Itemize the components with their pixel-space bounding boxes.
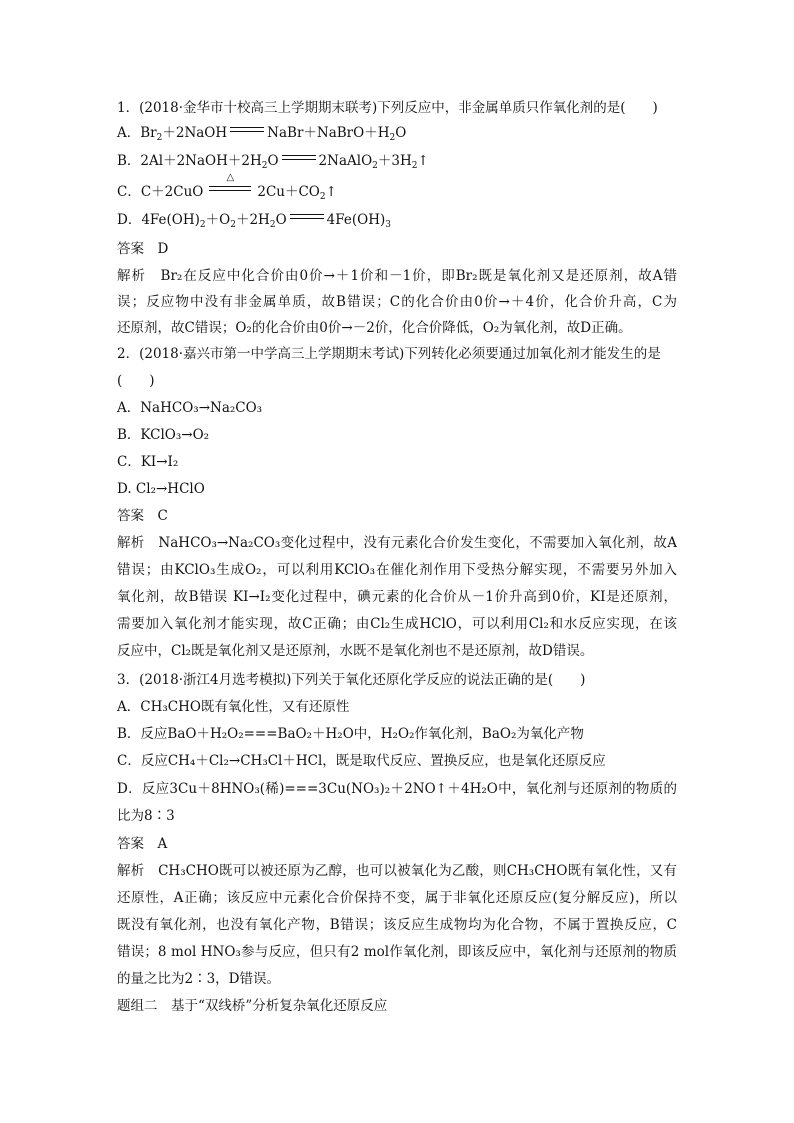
q1-option-d: D．$4Fe(OH)_2+O_2+2H_2O$ $4Fe(OH)_3$ — [117, 212, 391, 230]
q1-analysis-line: 还原剂，故C错误；O₂的化合价由0价→－2价，化合价降低，O₂为氧化剂，故D正确。 — [117, 320, 632, 336]
q1-option-c: C．C＋2CuO △ $2Cu+CO_2↑$ — [117, 172, 337, 202]
q3-analysis-line: 既没有氧化剂，也没有氧化产物，B错误；该反应生成物均为化合物，不属于置换反应，C — [117, 917, 677, 933]
q3-option-d-cont: 比为8∶3 — [117, 808, 175, 824]
q1-analysis-line: 误；反应物中没有非金属单质，故B错误；C的化合价由0价→＋4价，化合价升高，C为 — [117, 294, 677, 310]
q3-analysis-line: 的量之比为2∶3，D错误。 — [117, 971, 281, 987]
q2-option-a: A．NaHCO₃→Na₂CO₃ — [117, 400, 263, 416]
q2-option-b: B．KClO₃→O₂ — [117, 427, 210, 443]
q2-analysis-line: 需要加入氧化剂才能实现，故C正确；由Cl₂生成HClO，可以利用Cl₂和水反应实现，在该 — [117, 616, 677, 632]
q3-option-c: C．反应CH₄＋Cl₂→CH₃Cl＋HCl，既是取代反应、置换反应，也是氧化还原反应 — [117, 753, 606, 769]
section-title: 题组二 基于“双线桥”分析复杂氧化还原反应 — [117, 998, 388, 1014]
q3-analysis-line: 错误；8 mol HNO₃参与反应，但只有2 mol作氧化剂，即该反应中，氧化剂与还原剂的物质 — [117, 944, 677, 960]
q2-option-d: D. Cl₂→HClO — [117, 481, 205, 497]
q1-analysis-line: 解析 Br₂在反应中化合价由0价→＋1价和－1价，即Br₂既是氧化剂又是还原剂，故A错 — [117, 268, 677, 284]
q3-analysis-line: 还原性，A正确；该反应中元素化合价保持不变，属于非氧化还原反应(复分解反应)，所以 — [117, 890, 677, 906]
q1-option-b: B．$2Al+2NaOH+2H_2O$ $2NaAlO_2+3H_2↑$ — [117, 153, 429, 171]
q2-analysis-line: 解析 NaHCO₃→Na₂CO₃变化过程中，没有元素化合价发生变化，不需要加入氧化剂，故A — [117, 535, 677, 551]
q3-option-a: A．CH₃CHO既有氧化性，又有还原性 — [117, 699, 350, 715]
q1-stem: 1．(2018·金华市十校高三上学期期末联考)下列反应中，非金属单质只作氧化剂的是( ) — [117, 100, 658, 116]
q3-stem: 3．(2018·浙江4月选考模拟)下列关于氧化还原化学反应的说法正确的是( ) — [117, 672, 586, 688]
q2-stem: 2．(2018·嘉兴市第一中学高三上学期期末考试)下列转化必须要通过加氧化剂才能发生的是 — [117, 346, 661, 362]
q3-option-b: B．反应BaO＋H₂O₂===BaO₂＋H₂O中，H₂O₂作氧化剂，BaO₂为氧化产物 — [117, 726, 584, 742]
q2-analysis-line: 氧化剂，故B错误 KI→I₂变化过程中，碘元素的化合价从－1价升高到0价，KI是还原剂， — [117, 589, 677, 605]
q3-answer: 答案 A — [117, 836, 168, 852]
q2-answer: 答案 C — [117, 508, 168, 524]
q2-analysis-line: 错误；由KClO₃生成O₂，可以利用KClO₃在催化剂作用下受热分解实现，不需要另外加入 — [117, 562, 677, 578]
q2-analysis-line: 反应中，Cl₂既是氧化剂又是还原剂，水既不是氧化剂也不是还原剂，故D错误。 — [117, 643, 594, 659]
q1-option-a: A．$Br_2+2NaOH$ $NaBr+NaBrO+H_2O$ — [117, 125, 407, 143]
q2-option-c: C．KI→I₂ — [117, 454, 179, 470]
q3-option-d: D．反应3Cu＋8HNO₃(稀)===3Cu(NO₃)₂＋2NO↑＋4H₂O中，氧化剂与还原剂的物质的 — [117, 781, 677, 797]
q2-stem-bracket: ( ) — [117, 373, 155, 389]
q3-analysis-line: 解析 CH₃CHO既可以被还原为乙醇，也可以被氧化为乙酸，则CH₃CHO既有氧化性，又有 — [117, 863, 677, 879]
q1-answer: 答案 D — [117, 241, 169, 257]
